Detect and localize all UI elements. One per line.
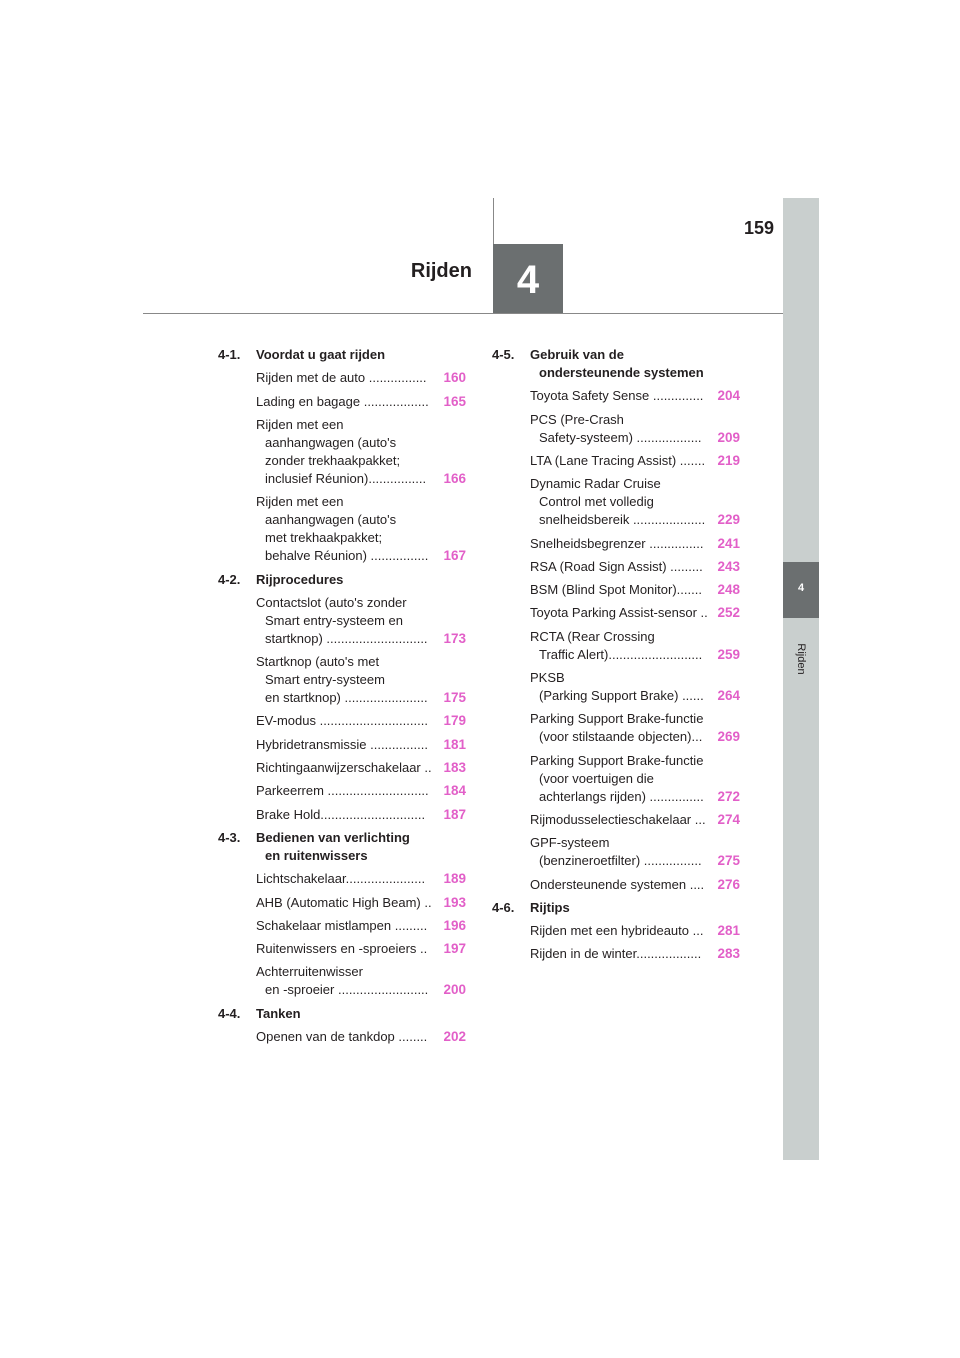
page-reference-link[interactable]: 241 (717, 535, 740, 551)
toc-entry-text: PCS (Pre-Crash (530, 411, 624, 427)
toc-entry[interactable] (256, 1028, 466, 1046)
toc-entry-text: Lichtschakelaar...................... (256, 871, 426, 887)
toc-entry-text: Safety-systeem) .................. (539, 429, 702, 445)
toc-entry[interactable] (256, 369, 466, 387)
page-reference-link[interactable]: 193 (443, 894, 466, 910)
page-reference-link[interactable]: 269 (717, 729, 740, 745)
toc-entry-text: Rijden met de auto ................ (256, 370, 427, 386)
section-title: Bedienen van verlichting (256, 829, 410, 845)
toc-entry[interactable] (530, 876, 740, 894)
toc-entry-text: Parking Support Brake-functie (530, 752, 704, 768)
toc-entry-text: Brake Hold............................. (256, 806, 426, 822)
side-tab (783, 198, 819, 1160)
toc-entry[interactable] (530, 628, 740, 664)
toc-entry-text: LTA (Lane Tracing Assist) ....... (530, 452, 706, 468)
section-title: Voordat u gaat rijden (256, 347, 386, 362)
toc-entry[interactable] (256, 759, 466, 777)
page-reference-link[interactable]: 200 (443, 982, 466, 998)
toc-entry-text: Snelheidsbegrenzer ............... (530, 535, 704, 551)
toc-entry-text: Traffic Alert).......................... (539, 646, 703, 662)
toc-entry[interactable] (530, 558, 740, 576)
toc-entry-text: Control met volledig (539, 494, 654, 510)
page-reference-link[interactable]: 248 (717, 582, 740, 598)
divider-horizontal (143, 313, 783, 314)
toc-entry[interactable] (256, 493, 466, 565)
toc-entry-text: behalve Réunion) ................ (265, 548, 429, 564)
toc-entry-text: (voor stilstaande objecten)... (539, 729, 703, 745)
section-title: ondersteunende systemen (539, 365, 704, 380)
toc-entry[interactable] (256, 940, 466, 958)
chapter-number: 4 (493, 244, 563, 313)
page-reference-link[interactable]: 183 (443, 760, 466, 775)
page-reference-link[interactable]: 209 (717, 429, 740, 445)
toc-entry-text: Parkeerrem ............................ (256, 783, 429, 799)
toc-entry-text: Dynamic Radar Cruise (530, 476, 661, 492)
section-number: 4-4. (218, 1005, 241, 1021)
section-number: 4-1. (218, 347, 241, 362)
toc-entry[interactable] (256, 806, 466, 824)
page-number: 159 (743, 218, 774, 238)
toc-entry-text: met trekhaakpakket; (265, 530, 383, 546)
toc-entry-text: Rijmodusselectieschakelaar ... (530, 811, 706, 827)
page-reference-link[interactable]: 202 (443, 1029, 466, 1044)
section-number: 4-5. (492, 347, 515, 362)
page-reference-link[interactable]: 283 (717, 946, 740, 962)
chapter-title: Rijden (410, 260, 472, 282)
toc-entry-text: Rijden in de winter.................. (530, 946, 702, 962)
toc-entry-text: AHB (Automatic High Beam) .. (256, 894, 432, 910)
toc-entry[interactable] (256, 782, 466, 800)
toc-entry[interactable] (530, 922, 740, 940)
page-reference-link[interactable]: 167 (443, 548, 466, 564)
toc-entry-text: Schakelaar mistlampen ......... (256, 917, 428, 933)
toc-entry-text: Ruitenwissers en -sproeiers .. (256, 941, 428, 957)
toc-entry[interactable] (530, 945, 740, 963)
toc-entry-text: EV-modus .............................. (256, 713, 428, 729)
page-reference-link[interactable]: 189 (443, 871, 466, 887)
page-reference-link[interactable]: 165 (443, 393, 466, 409)
toc-entry[interactable] (256, 917, 466, 935)
page-reference-link[interactable]: 196 (443, 917, 466, 933)
page-reference-link[interactable]: 173 (443, 630, 466, 646)
section-number: 4-2. (218, 571, 241, 587)
page-reference-link[interactable]: 276 (717, 876, 740, 892)
toc-entry[interactable] (256, 963, 466, 999)
toc-entry-text: zonder trekhaakpakket; (265, 452, 401, 468)
toc-entry-text: aanhangwagen (auto's (265, 434, 397, 450)
toc-entry[interactable] (530, 669, 740, 705)
toc-entry-text: Toyota Safety Sense .............. (530, 388, 704, 404)
page-reference-link[interactable]: 166 (443, 470, 466, 486)
divider-vertical (493, 198, 494, 244)
section-title: Gebruik van de (530, 347, 624, 362)
toc-entry[interactable] (256, 594, 466, 648)
toc-entry[interactable] (530, 811, 740, 829)
page-reference-link[interactable]: 197 (443, 941, 466, 957)
toc-entry-text: Hybridetransmissie ................ (256, 736, 428, 752)
toc-entry-text: Rijden met een (256, 494, 344, 510)
toc-entry-text: PKSB (530, 670, 565, 685)
page-reference-link[interactable]: 184 (443, 783, 466, 799)
toc-entry-text: achterlangs rijden) ............... (539, 788, 704, 804)
toc-entry-text: (voor voertuigen die (539, 770, 654, 786)
section-title: Rijtips (530, 899, 570, 915)
toc-entry-text: Richtingaanwijzerschakelaar .. (256, 760, 432, 775)
toc-entry-text: Ondersteunende systemen .... (530, 876, 705, 892)
page-reference-link[interactable]: 275 (717, 853, 740, 869)
toc-entry[interactable] (530, 604, 740, 622)
page-reference-link[interactable]: 187 (443, 806, 466, 822)
toc-entry-text: Lading en bagage .................. (256, 393, 429, 409)
toc-entry-text: Startknop (auto's met (256, 654, 380, 670)
toc-entry[interactable] (530, 387, 740, 405)
toc-entry[interactable] (256, 736, 466, 754)
page-reference-link[interactable]: 272 (717, 788, 740, 804)
toc-entry-text: Smart entry-systeem (265, 672, 385, 688)
toc-entry-text: Toyota Parking Assist-sensor .. (530, 605, 708, 621)
toc-entry-text: (Parking Support Brake) ...... (539, 688, 704, 703)
toc-entry[interactable] (256, 870, 466, 888)
toc-entry-text: Smart entry-systeem en (265, 612, 403, 628)
page-reference-link[interactable]: 229 (717, 512, 740, 528)
section-title: Rijprocedures (256, 571, 344, 587)
section-number: 4-3. (218, 829, 241, 845)
side-tab-label: Rijden (795, 643, 807, 675)
toc-entry-text: (benzineroetfilter) ................ (539, 853, 702, 869)
page-reference-link[interactable]: 243 (717, 558, 740, 574)
toc-entry[interactable] (530, 581, 740, 599)
toc-entry[interactable] (530, 535, 740, 553)
page-reference-link[interactable]: 259 (717, 646, 740, 662)
toc-entry-text: aanhangwagen (auto's (265, 512, 397, 528)
toc-entry-text: GPF-systeem (530, 835, 610, 851)
side-tab-number: 4 (797, 582, 805, 594)
toc-entry[interactable] (256, 416, 466, 488)
toc-entry[interactable] (530, 710, 740, 746)
toc-entry[interactable] (530, 452, 740, 470)
toc-entry[interactable] (256, 393, 466, 411)
toc-entry-text: inclusief Réunion)................ (265, 470, 427, 486)
toc-entry-text: Contactslot (auto's zonder (256, 594, 407, 610)
toc-entry-text: Openen van de tankdop ........ (256, 1029, 428, 1044)
toc-entry[interactable] (256, 712, 466, 730)
toc-entry-text: RSA (Road Sign Assist) ......... (530, 558, 703, 574)
page-reference-link[interactable]: 204 (717, 388, 740, 404)
page-reference-link[interactable]: 179 (443, 713, 466, 729)
toc-entry-text: Rijden met een (256, 416, 344, 432)
page-reference-link[interactable]: 274 (717, 811, 740, 827)
toc-entry[interactable] (256, 653, 466, 707)
toc-entry-text: en startknop) ....................... (265, 690, 428, 706)
toc-entry[interactable] (530, 411, 740, 447)
page-reference-link[interactable]: 160 (443, 370, 466, 386)
toc-entry-text: BSM (Blind Spot Monitor)....... (530, 582, 702, 598)
page-reference-link[interactable]: 264 (717, 688, 740, 703)
toc-entry[interactable] (530, 752, 740, 806)
page-reference-link[interactable]: 281 (717, 923, 740, 939)
toc-entry-text: snelheidsbereik .................... (539, 512, 706, 528)
section-number: 4-6. (492, 899, 515, 915)
section-title: en ruitenwissers (265, 847, 368, 863)
toc-entry-text: Achterruitenwisser (256, 964, 363, 980)
toc-entry[interactable] (530, 475, 740, 529)
toc-entry-text: en -sproeier ......................... (265, 982, 429, 998)
toc-entry-text: Rijden met een hybrideauto ... (530, 923, 704, 939)
toc-entry[interactable] (256, 894, 466, 912)
toc-entry-text: Parking Support Brake-functie (530, 711, 704, 727)
section-title: Tanken (256, 1005, 301, 1021)
toc-entry[interactable] (530, 834, 740, 870)
toc-entry-text: startknop) ............................ (265, 630, 428, 646)
page-reference-link[interactable]: 181 (443, 736, 466, 752)
page-reference-link[interactable]: 175 (443, 690, 466, 706)
page-reference-link[interactable]: 219 (717, 452, 740, 468)
toc-entry-text: RCTA (Rear Crossing (530, 628, 655, 644)
page-reference-link[interactable]: 252 (717, 605, 740, 621)
